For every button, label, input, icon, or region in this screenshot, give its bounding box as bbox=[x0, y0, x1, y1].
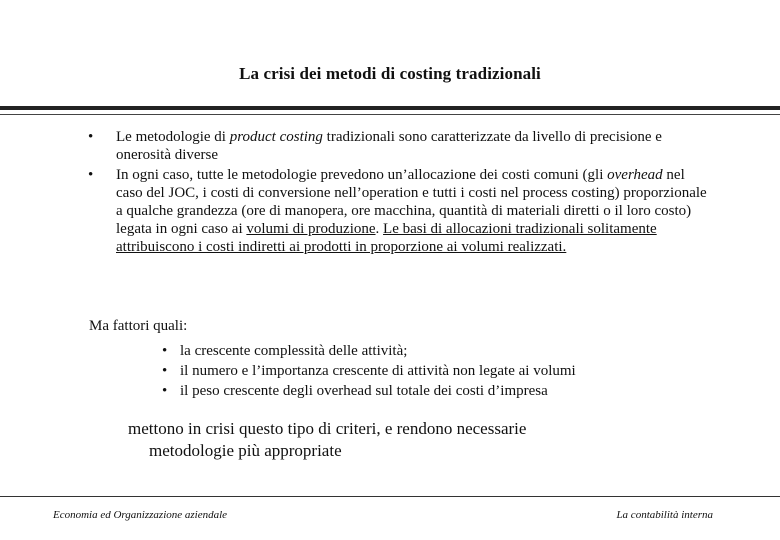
bullet-icon: • bbox=[88, 167, 94, 183]
bullet-text: Le metodologie di bbox=[116, 129, 230, 145]
footer-divider bbox=[0, 496, 780, 497]
slide-title: La crisi dei metodi di costing tradizionali bbox=[239, 64, 541, 83]
footer-section-title: La contabilità interna bbox=[616, 509, 713, 521]
conclusion-text bbox=[128, 418, 688, 462]
bullet-text: In ogni caso, tutte le metodologie prevedono un’allocazione dei costi comuni (gli bbox=[116, 167, 608, 183]
title-divider-thick bbox=[0, 106, 780, 110]
underlined-text: Le basi di allocazioni tradizionali solitamente attribuiscono i costi indiretti ai prodotti in proporzione ai volumi realizzati. bbox=[116, 221, 657, 255]
factor-text: il numero e l’importanza crescente di attività non legate ai volumi bbox=[180, 363, 576, 379]
factor-text: il peso crescente degli overhead sul totale dei costi d’impresa bbox=[180, 383, 548, 399]
bullet-icon: • bbox=[88, 129, 94, 145]
factor-item bbox=[162, 381, 722, 401]
underlined-text: volumi di produzione bbox=[246, 221, 376, 237]
conclusion-line-2: metodologie più appropriate bbox=[149, 441, 342, 460]
factors-intro: Ma fattori quali: bbox=[89, 318, 188, 334]
factor-text: la crescente complessità delle attività; bbox=[180, 343, 408, 359]
bullet-emphasis: overhead bbox=[607, 167, 663, 183]
bullet-text: tradizionali sono caratterizzate da livello di precisione e onerosità diverse bbox=[116, 129, 662, 163]
main-bullet-list bbox=[88, 128, 708, 258]
title-divider-thin bbox=[0, 114, 780, 115]
factor-item bbox=[162, 341, 722, 361]
bullet-icon: • bbox=[162, 383, 168, 399]
bullet-emphasis: product costing bbox=[229, 129, 323, 145]
bullet-item bbox=[88, 128, 708, 164]
factor-item bbox=[162, 361, 722, 381]
factors-list bbox=[162, 341, 722, 401]
bullet-icon: • bbox=[162, 343, 168, 359]
bullet-icon: • bbox=[162, 363, 168, 379]
conclusion-line-1: mettono in crisi questo tipo di criteri, e rendono necessarie bbox=[128, 419, 527, 438]
footer-course-title: Economia ed Organizzazione aziendale bbox=[53, 509, 228, 521]
bullet-item bbox=[88, 166, 708, 256]
bullet-text: nel caso del JOC, i costi di conversione nell’operation e tutti i costi nel process costing) proporzionale a qualche grandezza (ore di manopera, ore macchina, quantità di materiali diretti o il loro costo) legata in ogni caso ai bbox=[116, 167, 707, 237]
bullet-text: . bbox=[375, 221, 384, 237]
